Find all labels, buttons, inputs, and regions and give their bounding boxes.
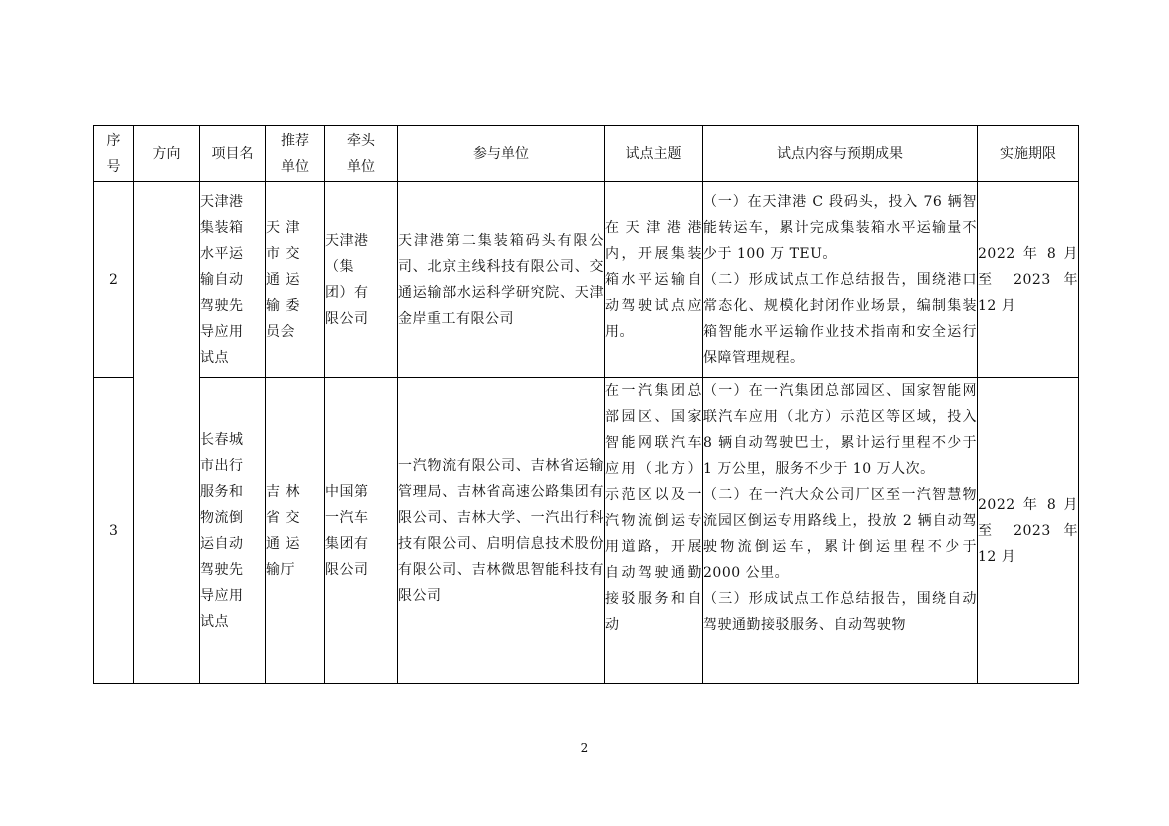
row-recommend: 吉 林 省 交 通 运 输厅 [266,378,325,684]
header-theme: 试点主题 [605,126,703,182]
row-lead: 中国第 一汽车 集团有 限公司 [325,378,398,684]
header-direction: 方向 [134,126,200,182]
row-direction [134,182,200,684]
row-project: 天津港 集装箱 水平运 输自动 驾驶先 导应用 试点 [200,182,266,378]
row-project: 长春城 市出行 服务和 物流倒 运自动 驾驶先 导应用 试点 [200,378,266,684]
row-recommend: 天 津 市 交 通 运 输 委 员会 [266,182,325,378]
row-theme: 在一汽集团总部园区、国家智能网联汽车应用（北方）示范区以及一汽物流倒运专用道路，开展自动驾驶通勤接驳服务和自动 [605,378,703,684]
row-seq: 3 [94,378,134,684]
header-lead: 牵头 单位 [325,126,398,182]
table-row [94,182,1079,378]
row-content: （一）在一汽集团总部园区、国家智能网联汽车应用（北方）示范区等区域，投入 8 辆自动驾驶巴士，累计运行里程不少于 1 万公里，服务不少于 10 万人次。 （二）在一汽大众公司厂区至一汽智慧物流园区倒运专用路线上，投放 2 辆自动驾驶物流倒运车，累计倒运里程不少于 2000 公里。 （三）形成试点工作总结报告，围绕自动驾驶通勤接驳服务、自动驾驶物 [703,378,978,684]
row-lead: 天津港 （集 团）有 限公司 [325,182,398,378]
row-period: 2022 年 8 月至 2023 年 12 月 [978,182,1079,378]
table-header-row [94,126,1079,182]
header-content: 试点内容与预期成果 [703,126,978,182]
row-content: （一）在天津港 C 段码头，投入 76 辆智能转运车，累计完成集装箱水平运输量不少于 100 万 TEU。 （二）形成试点工作总结报告，围绕港口常态化、规模化封闭作业场景，编制集装箱智能水平运输作业技术指南和安全运行保障管理规程。 [703,182,978,378]
row-period: 2022 年 8 月至 2023 年 12 月 [978,378,1079,684]
table-row [94,378,1079,684]
header-project: 项目名 [200,126,266,182]
row-theme: 在天津港港内，开展集装箱水平运输自动驾驶试点应用。 [605,182,703,378]
pilot-projects-table [93,125,1079,684]
row-seq: 2 [94,182,134,378]
header-recommend: 推荐 单位 [266,126,325,182]
page-number: 2 [580,741,589,755]
header-participants: 参与单位 [398,126,605,182]
row-participants: 一汽物流有限公司、吉林省运输管理局、吉林省高速公路集团有限公司、吉林大学、一汽出行科技有限公司、启明信息技术股份有限公司、吉林微思智能科技有限公司 [398,378,605,684]
row-participants: 天津港第二集装箱码头有限公司、北京主线科技有限公司、交通运输部水运科学研究院、天津金岸重工有限公司 [398,182,605,378]
header-period: 实施期限 [978,126,1079,182]
header-seq: 序 号 [94,126,134,182]
